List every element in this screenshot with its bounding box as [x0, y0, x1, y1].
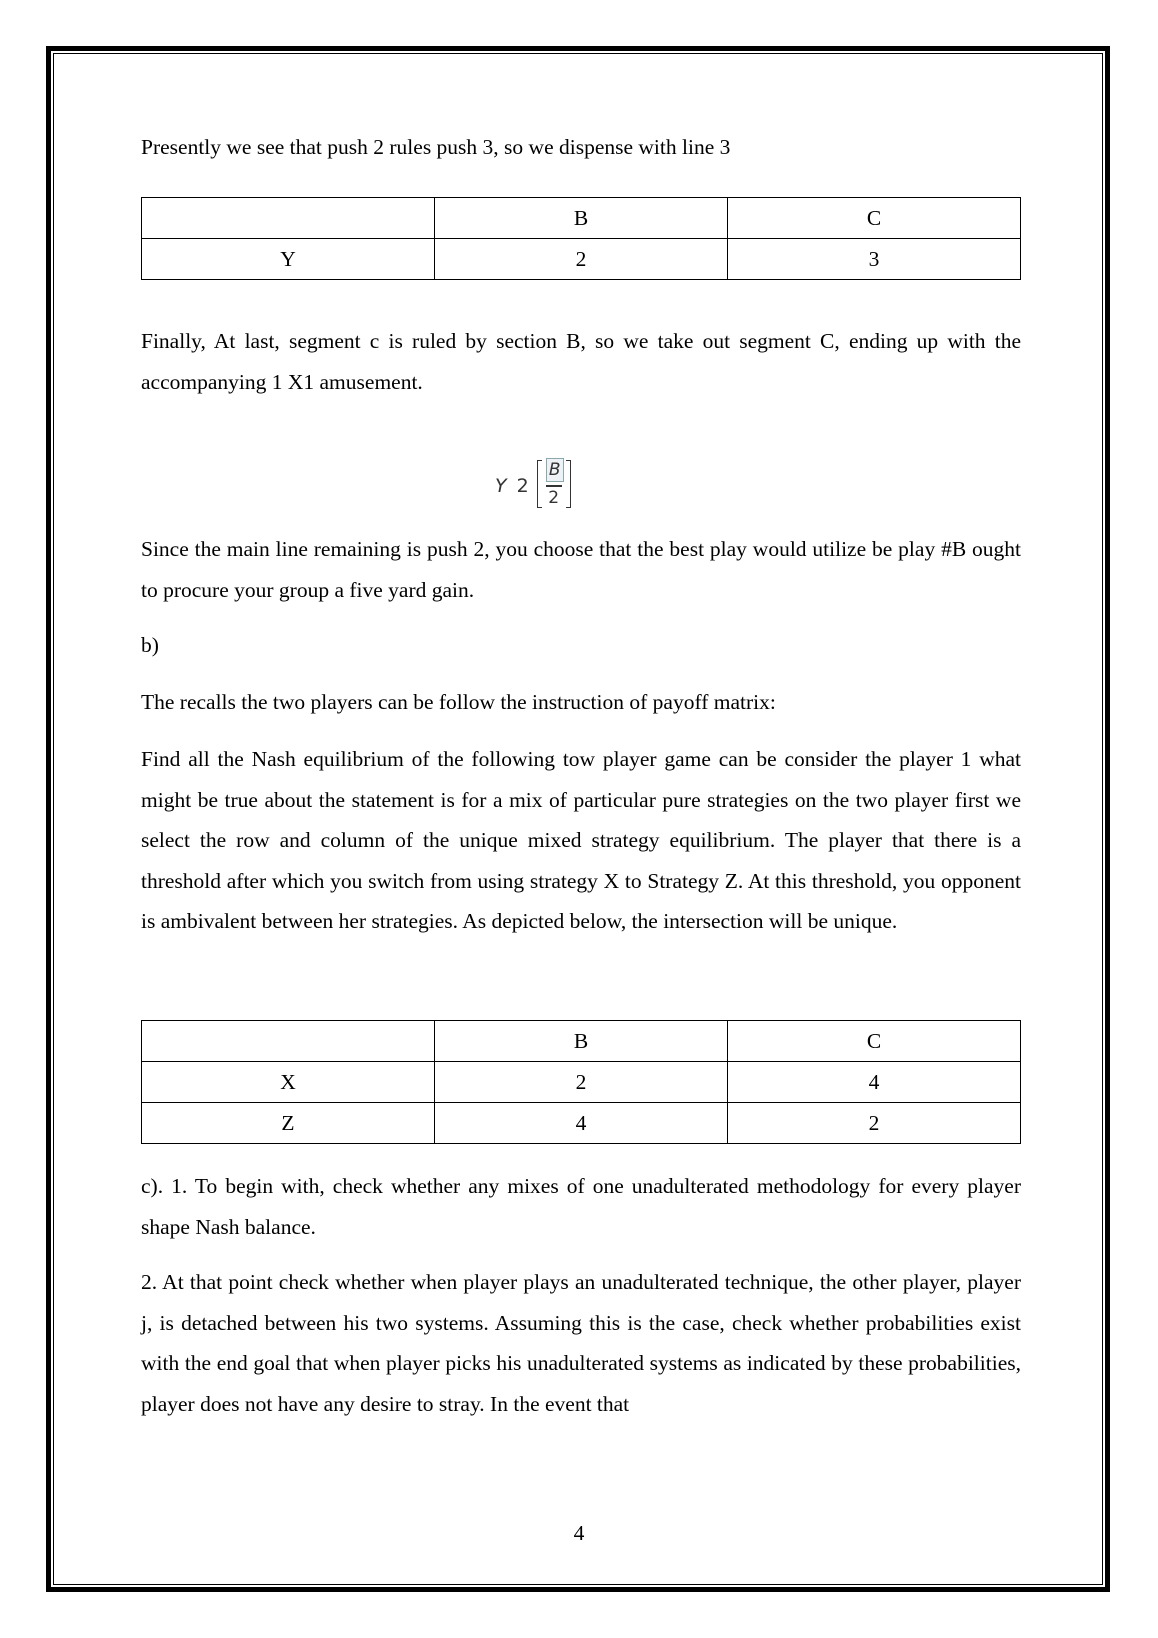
matrix-top-entry: B	[546, 458, 564, 482]
table-cell: Y	[142, 239, 435, 280]
table-cell: B	[435, 198, 728, 239]
matrix-row-label: Y	[495, 475, 507, 497]
table-cell: C	[728, 1021, 1021, 1062]
table-cell: 2	[435, 1062, 728, 1103]
table-cell: 2	[728, 1103, 1021, 1144]
table-cell	[142, 1021, 435, 1062]
paragraph-2: Finally, At last, segment c is ruled by section B, so we take out segment C, ending up with the accompanying 1 X1 amusement.	[141, 329, 1021, 394]
matrix-row-value: 2	[516, 475, 529, 497]
table-row	[142, 239, 1021, 280]
paragraph-7: c). 1. To begin with, check whether any mixes of one unadulterated methodology for every player shape Nash balance.	[141, 1174, 1021, 1239]
paragraph-8: 2. At that point check whether when player plays an unadulterated technique, the other player, player j, is detached between his two systems. Assuming this is the case, check whether probabilities exist with the end goal that when player picks his unadulterated systems as indicated by these probabilities, player does not have any desire to stray. In the event that	[141, 1270, 1021, 1416]
table-cell: 3	[728, 239, 1021, 280]
table-cell: X	[142, 1062, 435, 1103]
table-cell: Z	[142, 1103, 435, 1144]
payoff-table-1	[141, 197, 1021, 280]
table-row	[142, 1103, 1021, 1144]
table-cell: 4	[435, 1103, 728, 1144]
table-cell: C	[728, 198, 1021, 239]
left-bracket	[537, 460, 542, 508]
matrix-vector	[537, 458, 571, 514]
right-bracket	[566, 460, 571, 508]
table-header-row	[142, 1021, 1021, 1062]
table-header-row	[142, 198, 1021, 239]
page-number: 4	[573, 1521, 585, 1545]
paragraph-1: Presently we see that push 2 rules push 3, so we dispense with line 3	[141, 135, 731, 159]
table-cell: 4	[728, 1062, 1021, 1103]
table-cell	[142, 198, 435, 239]
paragraph-5: The recalls the two players can be follow the instruction of payoff matrix:	[141, 690, 776, 714]
table-cell: B	[435, 1021, 728, 1062]
paragraph-3: Since the main line remaining is push 2, you choose that the best play would utilize be play #B ought to procure your group a five yard gain.	[141, 537, 1021, 602]
table-row	[142, 1062, 1021, 1103]
payoff-table-2	[141, 1020, 1021, 1144]
matrix-bottom-entry: 2	[548, 488, 560, 508]
paragraph-4: b)	[141, 633, 159, 657]
table-cell: 2	[435, 239, 728, 280]
matrix-equation	[495, 456, 571, 516]
paragraph-6: Find all the Nash equilibrium of the following tow player game can be consider the player 1 what might be true about the statement is for a mix of particular pure strategies on the two player first we select the row and column of the unique mixed strategy equilibrium. The player that there is a threshold after which you switch from using strategy X to Strategy Z. At this threshold, you opponent is ambivalent between her strategies. As depicted below, the intersection will be unique.	[141, 747, 1021, 933]
